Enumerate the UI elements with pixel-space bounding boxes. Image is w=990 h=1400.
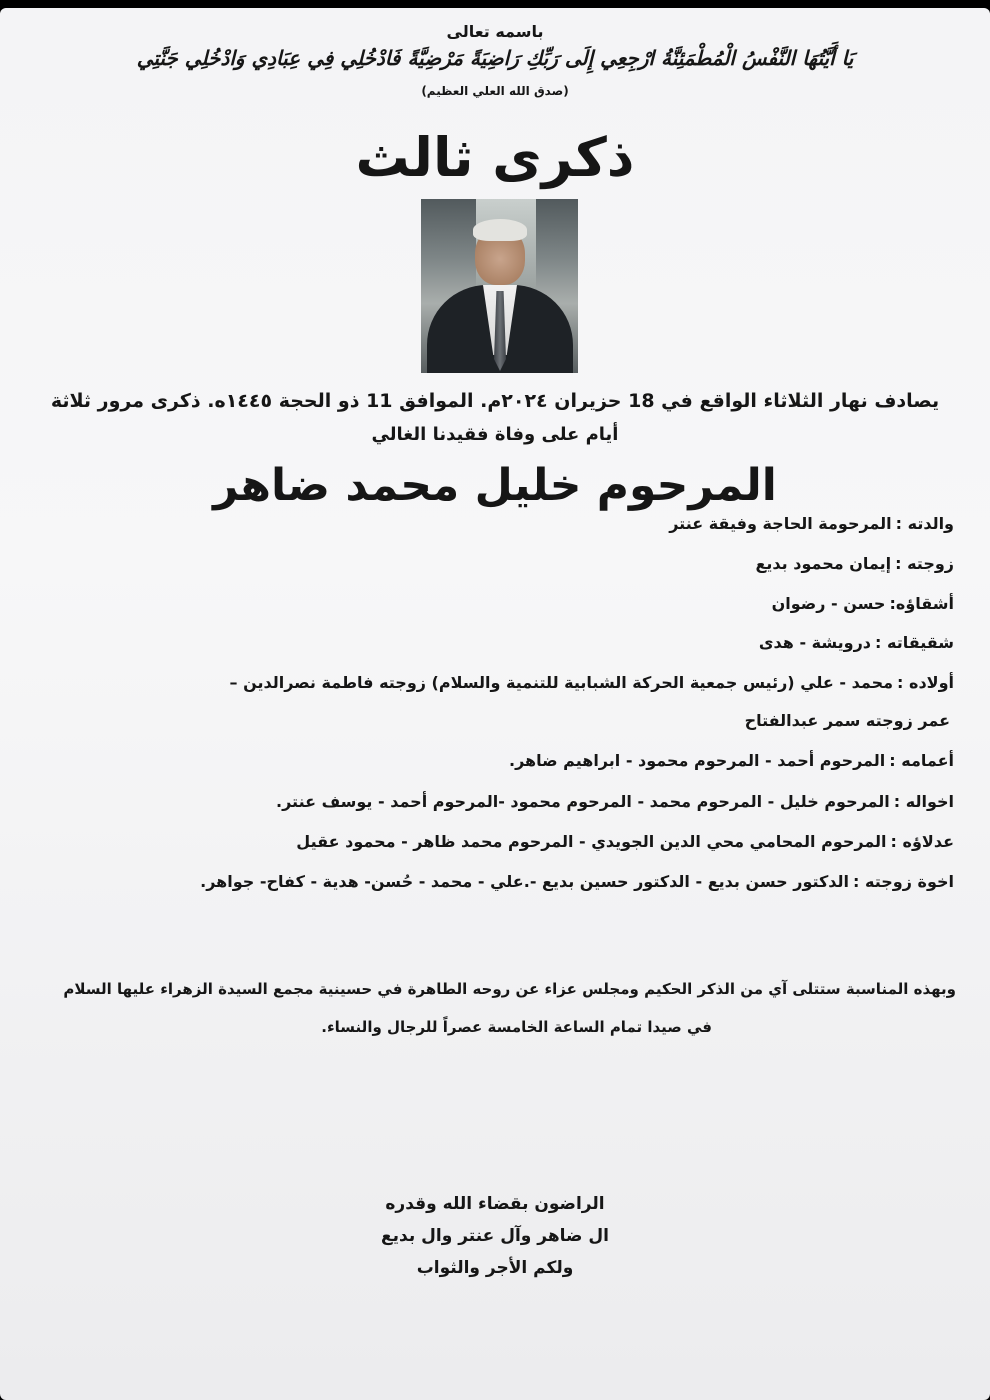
obituary-paper — [0, 8, 990, 1400]
relative-value: المرحوم المحامي محي الدين الجويدي - المرحوم محمد ظاهر - محمود عقيل — [296, 832, 887, 851]
relative-value: المرحوم أحمد - المرحوم محمود - ابراهيم ضاهر. — [508, 751, 886, 770]
page-title: ذكرى ثالث — [355, 126, 635, 189]
relative-row — [20, 633, 954, 652]
relative-row — [20, 751, 954, 770]
verse-note: (صدق الله العلي العظيم) — [421, 84, 569, 98]
quran-verse: يَا أَيَّتُهَا النَّفْسُ الْمُطْمَئِنَّةُ ارْجِعِي إِلَى رَبِّكِ رَاضِيَةً مَرْضِيَّةً فَادْخُلِي فِي عِبَادِي وَادْخُلِي جَنَّتِي — [136, 46, 854, 70]
relative-value: إيمان محمود بديع — [755, 554, 892, 573]
relative-value: المرحومة الحاجة وفيقة عنتر — [669, 514, 892, 533]
closing-line-1: الراضون بقضاء الله وقدره — [385, 1194, 605, 1214]
relative-value: عمر زوجته سمر عبدالفتاح — [744, 711, 950, 730]
relative-row — [20, 594, 954, 613]
intro-line-2: أيام على وفاة فقيدنا الغالي — [371, 424, 619, 445]
relative-key: عدلاؤه : — [890, 832, 954, 851]
portrait-photo — [421, 199, 578, 373]
relative-key: اخوة زوجته : — [853, 872, 954, 891]
relative-row — [20, 792, 954, 811]
relative-key: أولاده : — [897, 673, 954, 692]
relative-value: محمد - علي (رئيس جمعية الحركة الشبابية للتنمية والسلام) زوجته فاطمة نصرالدين – — [229, 673, 894, 692]
intro-line-1: يصادف نهار الثلاثاء الواقع في 18 حزيران ٢٠٢٤م. الموافق 11 ذو الحجة ١٤٤٥ه. ذكرى مرور ثلاثة — [50, 390, 940, 412]
relative-key: اخواله : — [893, 792, 954, 811]
relative-key: زوجته : — [895, 554, 954, 573]
closing-line-3: ولكم الأجر والثواب — [416, 1258, 574, 1278]
relative-row — [20, 514, 954, 533]
closing-line-2: ال ضاهر وآل عنتر وال بديع — [381, 1226, 609, 1246]
relative-row — [20, 554, 954, 573]
relative-row — [20, 711, 954, 730]
relative-row — [20, 673, 954, 692]
relative-key: أشقاؤه: — [889, 594, 954, 613]
relative-row — [20, 872, 954, 891]
relative-value: المرحوم خليل - المرحوم محمد - المرحوم محمود -المرحوم أحمد - يوسف عنتر. — [276, 792, 890, 811]
memorial-line-1: وبهذه المناسبة ستتلى آي من الذكر الحكيم ومجلس عزاء عن روحه الطاهرة في حسينية مجمع السيدة الزهراء عليها السلام — [63, 980, 956, 998]
basmala: باسمه تعالى — [446, 22, 544, 41]
relative-key: أعمامه : — [889, 751, 954, 770]
relative-value: درويشة - هدى — [758, 633, 872, 652]
relative-row — [20, 832, 954, 851]
deceased-name: المرحوم خليل محمد ضاهر — [213, 460, 777, 511]
relative-value: الدكتور حسن بديع - الدكتور حسين بديع -.علي - محمد - حُسن- هدية - كفاح- جواهر. — [200, 872, 850, 891]
relative-value: حسن - رضوان — [771, 594, 886, 613]
relative-key: شقيقاته : — [875, 633, 954, 652]
memorial-line-2: في صيدا تمام الساعة الخامسة عصراً للرجال والنساء. — [321, 1018, 712, 1036]
relative-key: والدته : — [895, 514, 954, 533]
